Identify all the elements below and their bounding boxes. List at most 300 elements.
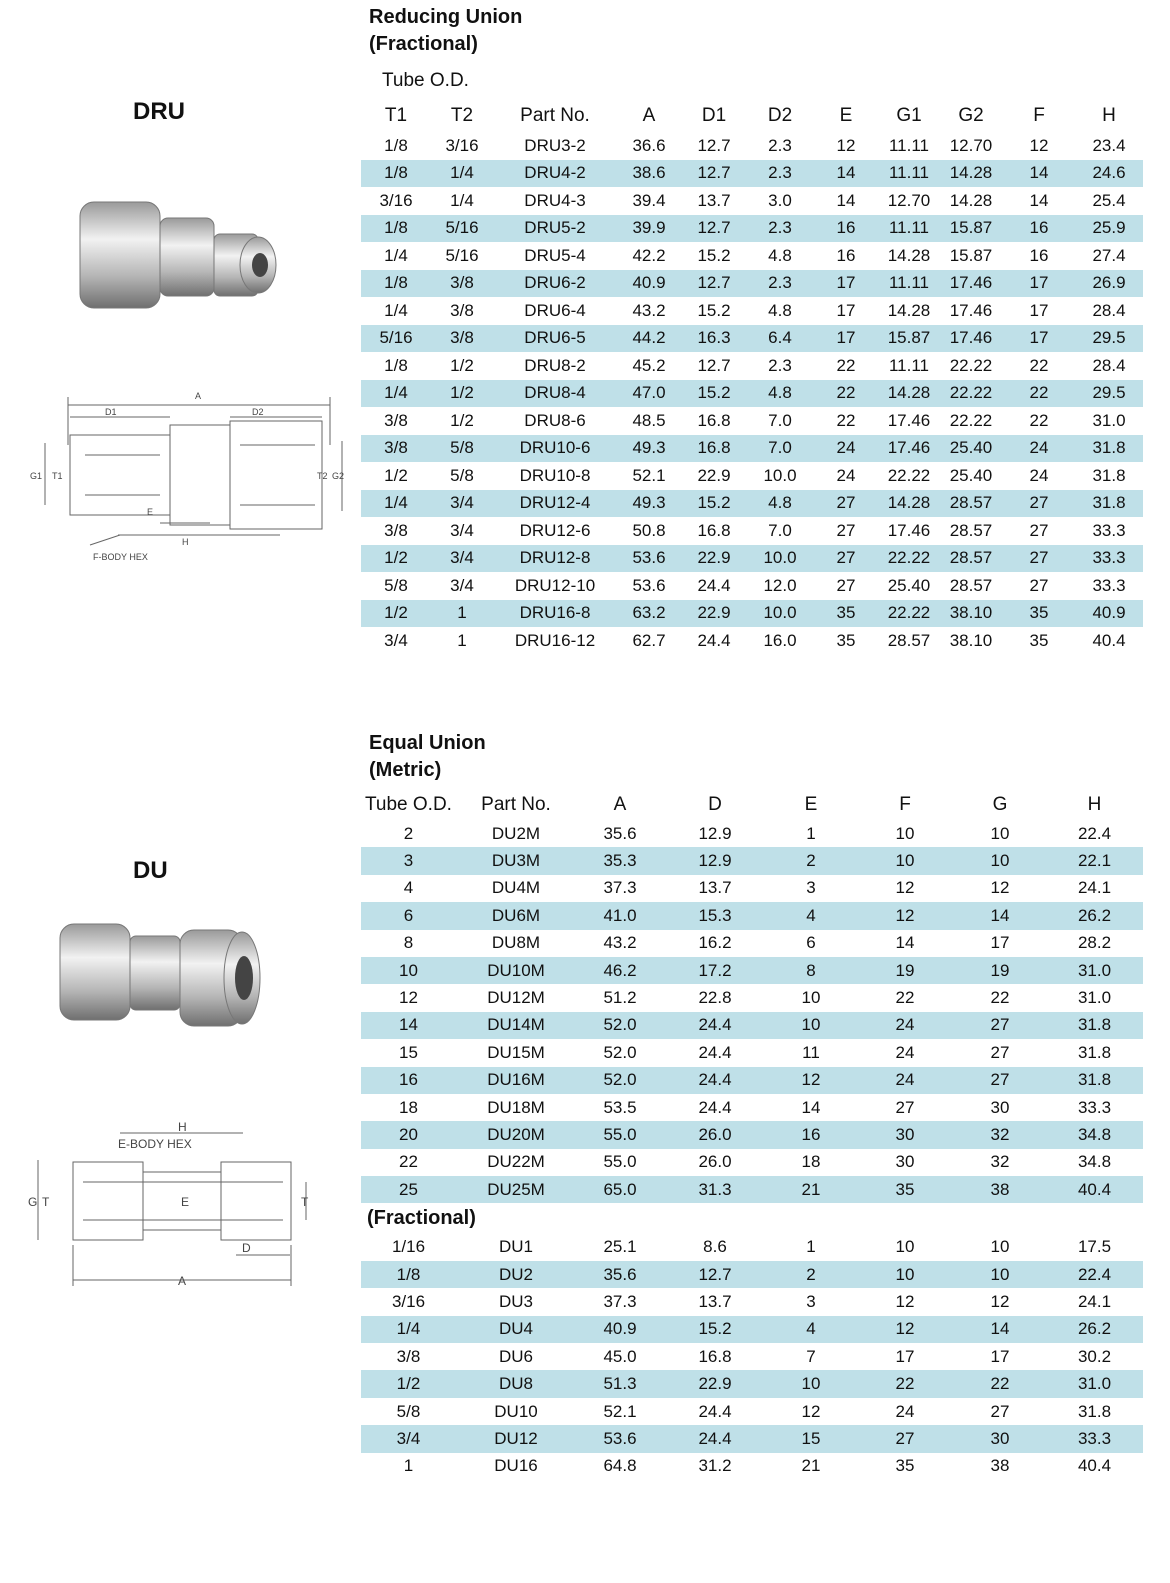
table-cell: 12 (856, 902, 954, 929)
table-cell: DRU6-5 (493, 325, 617, 353)
table-cell: DU4M (491, 878, 541, 898)
table-cell: 27 (813, 490, 879, 518)
table-cell: 36.6 (632, 135, 666, 155)
table-cell: 1/8 (361, 1261, 456, 1288)
table-cell: 15.2 (681, 380, 747, 408)
table-cell: 12 (399, 988, 418, 1008)
table-cell: 45.0 (603, 1346, 637, 1366)
table-cell: 47.0 (617, 380, 681, 408)
table-row (361, 1398, 1143, 1425)
table-cell: 12 (895, 1291, 915, 1311)
table-cell: 1/8 (384, 135, 408, 155)
du-diagram-label-d: D (242, 1241, 251, 1255)
dru-header-0: T1 (384, 105, 408, 126)
table-cell: DRU5-2 (493, 215, 617, 243)
table-cell: 1/2 (361, 1370, 456, 1397)
table-cell: 33.3 (1046, 1425, 1143, 1452)
table-cell: 8 (403, 933, 414, 953)
table-cell: 1 (403, 1456, 414, 1476)
fractional-subheader-row (361, 1203, 1143, 1233)
table-cell: 3.0 (768, 190, 792, 210)
du-fitting-photo (50, 910, 265, 1040)
table-row (361, 1261, 1143, 1288)
table-cell: 1/2 (384, 465, 408, 485)
table-cell: DU22M (487, 1152, 545, 1172)
table-cell: 16.3 (681, 325, 747, 353)
table-cell: 35 (836, 630, 856, 650)
dru-header-8: G2 (958, 105, 984, 126)
table-cell: 25 (361, 1176, 456, 1203)
table-cell: 1/16 (391, 1237, 426, 1257)
table-row (361, 930, 1143, 957)
table-cell: 3/4 (361, 1425, 456, 1452)
table-cell: 1/2 (431, 380, 493, 408)
table-cell: 15 (399, 1042, 418, 1062)
table-cell: 13.7 (697, 190, 731, 210)
table-cell: 33.3 (1092, 520, 1126, 540)
table-cell: 39.9 (617, 215, 681, 243)
table-cell: 22 (1029, 355, 1049, 375)
du-diagram-label-a: A (178, 1274, 187, 1288)
table-row (361, 1012, 1143, 1039)
table-cell: DU15M (487, 1042, 545, 1062)
table-cell: 35 (856, 1176, 954, 1203)
table-cell: 27 (954, 1067, 1046, 1094)
dru-header-2: Part No. (520, 105, 590, 126)
table-cell: 25.9 (1075, 215, 1143, 243)
table-cell: 31.3 (664, 1176, 766, 1203)
table-row (361, 1067, 1143, 1094)
table-cell: 10 (856, 1261, 954, 1288)
table-cell: 17.46 (887, 520, 931, 540)
table-cell: 3/4 (384, 630, 408, 650)
table-cell: 8.6 (703, 1237, 727, 1257)
table-cell: 16.0 (763, 630, 797, 650)
table-cell: 17 (813, 325, 879, 353)
table-row (361, 352, 1143, 380)
table-cell: 12 (990, 878, 1010, 898)
table-cell: 21 (766, 1176, 856, 1203)
table-row (361, 380, 1143, 408)
table-cell: 52.0 (576, 1067, 664, 1094)
du-header-0: Tube O.D. (365, 794, 452, 815)
dru-diagram-label-a: A (195, 391, 202, 401)
table-cell: 22.22 (939, 380, 1003, 408)
table-cell: 3 (806, 878, 816, 898)
du-header-4: E (804, 794, 818, 815)
table-cell: 31.8 (1077, 1042, 1112, 1062)
table-cell: 22.22 (949, 355, 993, 375)
table-cell: 27 (1029, 575, 1049, 595)
table-cell: 20 (361, 1121, 456, 1148)
table-row (361, 1288, 1143, 1315)
fractional-label: (Fractional) (367, 1206, 476, 1229)
table-cell: 27 (836, 575, 856, 595)
table-cell: DU20M (456, 1121, 576, 1148)
table-cell: 7.0 (768, 410, 792, 430)
table-cell: 25.1 (603, 1237, 637, 1257)
table-cell: 55.0 (576, 1121, 664, 1148)
table-row (361, 627, 1143, 655)
table-cell: 22.8 (698, 988, 732, 1008)
table-cell: 12.0 (763, 575, 797, 595)
table-cell: 22 (895, 988, 915, 1008)
table-cell: 16 (836, 245, 856, 265)
table-cell: 24.4 (698, 1401, 732, 1421)
table-cell: 7.0 (768, 520, 792, 540)
table-cell: DU6M (456, 902, 576, 929)
table-cell: 31.8 (1046, 1012, 1143, 1039)
table-cell: 12.7 (697, 135, 731, 155)
table-cell: 35 (813, 600, 879, 628)
table-cell: 17 (1003, 270, 1075, 298)
table-cell: 5/8 (396, 1401, 421, 1421)
dru-header-9: F (1033, 105, 1045, 126)
table-cell: 31.8 (1092, 465, 1126, 485)
table-cell: 12.70 (887, 190, 931, 210)
table-cell: 17.46 (949, 300, 993, 320)
table-cell: 12 (766, 1067, 856, 1094)
table-cell: DRU10-6 (493, 435, 617, 463)
table-cell: 10.0 (763, 465, 797, 485)
table-cell: 26.0 (698, 1152, 732, 1172)
table-cell: 10 (895, 823, 915, 843)
table-cell: DU12M (487, 988, 545, 1008)
table-cell: 23.4 (1092, 135, 1126, 155)
table-cell: 14.28 (949, 190, 993, 210)
table-cell: DU3 (498, 1291, 533, 1311)
du-diagram-label-g: G (28, 1195, 38, 1209)
table-cell: 41.0 (576, 902, 664, 929)
table-row (361, 1094, 1143, 1121)
table-cell: 1/4 (384, 245, 408, 265)
table-cell: DRU12-6 (519, 520, 591, 540)
dru-dimension-diagram (30, 385, 355, 565)
table-cell: 24.4 (698, 1042, 732, 1062)
table-cell: 15.2 (681, 490, 747, 518)
table-row (361, 1370, 1143, 1397)
table-cell: DU18M (487, 1097, 545, 1117)
table-cell: 4.8 (747, 380, 813, 408)
table-cell: 17 (836, 300, 856, 320)
table-cell: 62.7 (632, 630, 666, 650)
table-cell: 24 (1003, 435, 1075, 463)
table-cell: 37.3 (603, 1291, 637, 1311)
table-cell: DU12 (456, 1425, 576, 1452)
table-cell: 12.7 (664, 1261, 766, 1288)
table-cell: 22 (954, 1370, 1046, 1397)
table-cell: DRU12-4 (493, 490, 617, 518)
table-cell: 5/8 (431, 435, 493, 463)
table-cell: 17 (1003, 325, 1075, 353)
table-cell: 27 (990, 1401, 1010, 1421)
table-cell: 3/8 (450, 300, 474, 320)
table-cell: DU10 (494, 1401, 538, 1421)
table-cell: 15.87 (939, 215, 1003, 243)
du-header-2: A (613, 794, 627, 815)
dru-diagram-label-body-hex: F-BODY HEX (93, 552, 148, 562)
table-cell: 1/4 (450, 190, 474, 210)
table-cell: 65.0 (576, 1176, 664, 1203)
dru-group-header: Tube O.D. (382, 70, 469, 91)
table-cell: 40.4 (1046, 1176, 1143, 1203)
table-row (361, 325, 1143, 353)
table-cell: 12.9 (698, 823, 732, 843)
dru-title: Reducing Union (369, 6, 523, 28)
table-cell: 28.57 (887, 630, 931, 650)
table-cell: 1/2 (361, 600, 431, 628)
table-row (361, 1149, 1143, 1176)
du-diagram-label-t1: T (42, 1195, 50, 1209)
table-cell: 17.2 (664, 957, 766, 984)
table-cell: 31.0 (1046, 1370, 1143, 1397)
table-row (361, 847, 1143, 874)
table-cell: 14 (1029, 190, 1049, 210)
table-cell: 43.2 (603, 933, 637, 953)
dru-table (361, 100, 1143, 655)
table-cell: 28.4 (1092, 300, 1126, 320)
table-cell: 38.6 (617, 160, 681, 188)
table-cell: 17.46 (887, 410, 931, 430)
table-cell: 22 (1029, 410, 1049, 430)
du-diagram-label-e: E (181, 1195, 190, 1209)
table-cell: 18 (801, 1152, 821, 1172)
table-cell: DRU4-3 (524, 190, 586, 210)
dru-header-7: G1 (896, 105, 922, 126)
table-cell: 31.0 (1092, 410, 1126, 430)
table-cell: 12.7 (681, 160, 747, 188)
table-cell: 3 (361, 847, 456, 874)
du-code: DU (133, 857, 168, 884)
table-cell: 21 (801, 1456, 821, 1476)
table-row (361, 902, 1143, 929)
dru-diagram-label-g1: G1 (30, 471, 43, 481)
table-cell: 40.9 (1075, 600, 1143, 628)
table-cell: 11.11 (888, 135, 930, 155)
table-cell: 12 (990, 1291, 1010, 1311)
table-cell: 14 (954, 902, 1046, 929)
table-cell: 22.9 (681, 600, 747, 628)
du-header-7: H (1087, 794, 1102, 815)
du-diagram-label-t2: T (301, 1195, 309, 1209)
dru-diagram-label-g2: G2 (332, 471, 345, 481)
table-cell: 31.8 (1075, 490, 1143, 518)
table-cell: 3/8 (361, 435, 431, 463)
table-cell: 14 (895, 933, 915, 953)
table-row (361, 1233, 1143, 1260)
table-row (361, 132, 1143, 160)
table-cell: 27 (813, 545, 879, 573)
table-cell: 22 (813, 380, 879, 408)
table-cell: 30 (990, 1097, 1010, 1117)
table-cell: 16 (766, 1121, 856, 1148)
table-cell: 10 (801, 988, 821, 1008)
table-cell: 24 (1029, 465, 1049, 485)
table-cell: 15.2 (697, 300, 731, 320)
table-cell: 52.0 (603, 1042, 637, 1062)
table-cell: 10 (766, 1012, 856, 1039)
table-cell: 4.8 (768, 245, 792, 265)
table-cell: 3/4 (450, 575, 474, 595)
table-cell: 24 (836, 465, 856, 485)
table-cell: 12 (801, 1401, 821, 1421)
table-cell: 38 (990, 1456, 1010, 1476)
table-cell: 33.3 (1077, 1097, 1112, 1117)
table-cell: 30 (954, 1425, 1046, 1452)
table-cell: 52.0 (576, 1012, 664, 1039)
table-cell: 1/8 (384, 355, 408, 375)
table-cell: 22 (836, 355, 856, 375)
table-cell: 24.4 (664, 1425, 766, 1452)
table-cell: 15.87 (949, 245, 993, 265)
table-row (361, 242, 1143, 270)
table-cell: 10 (990, 823, 1010, 843)
table-cell: 17 (990, 1346, 1010, 1366)
table-row (361, 1039, 1143, 1066)
table-row (361, 517, 1143, 545)
table-cell: 22 (1003, 380, 1075, 408)
table-cell: DRU6-2 (493, 270, 617, 298)
table-cell: DU8 (456, 1370, 576, 1397)
table-cell: 22.9 (697, 465, 731, 485)
table-cell: 28.57 (949, 575, 993, 595)
table-cell: 1 (457, 630, 467, 650)
table-cell: 16.8 (698, 1346, 732, 1366)
table-cell: 49.3 (617, 490, 681, 518)
table-cell: 17 (1029, 300, 1049, 320)
table-cell: 3/16 (391, 1291, 426, 1311)
table-cell: 14.28 (879, 380, 939, 408)
table-cell: DU3M (456, 847, 576, 874)
table-cell: 55.0 (603, 1152, 637, 1172)
table-cell: 1/4 (384, 300, 408, 320)
table-cell: 7.0 (747, 435, 813, 463)
table-cell: 31.0 (1077, 988, 1112, 1008)
table-cell: 1/4 (361, 490, 431, 518)
table-cell: 1/8 (361, 160, 431, 188)
table-row (361, 1343, 1143, 1370)
table-cell: 3/8 (384, 520, 408, 540)
table-cell: 38 (954, 1176, 1046, 1203)
table-cell: 40.9 (576, 1316, 664, 1343)
table-cell: 24.1 (1077, 878, 1112, 898)
table-cell: 1/4 (361, 380, 431, 408)
table-cell: 3/8 (384, 410, 408, 430)
table-cell: DRU16-12 (514, 630, 596, 650)
table-cell: 5/8 (450, 465, 474, 485)
table-cell: 4 (403, 878, 414, 898)
table-cell: 22.22 (949, 410, 993, 430)
table-cell: 1/8 (361, 270, 431, 298)
table-cell: 16.2 (698, 933, 732, 953)
du-header-1: Part No. (481, 794, 551, 815)
table-cell: 52.1 (632, 465, 666, 485)
table-cell: 15.87 (879, 325, 939, 353)
table-row (361, 490, 1143, 518)
table-cell: 2.3 (747, 270, 813, 298)
table-cell: 29.5 (1075, 380, 1143, 408)
du-subtitle: (Metric) (369, 759, 442, 781)
table-cell: 17.46 (939, 270, 1003, 298)
table-cell: 27.4 (1092, 245, 1126, 265)
table-cell: 15.2 (697, 245, 731, 265)
table-cell: DU2M (491, 823, 541, 843)
table-cell: 3/16 (379, 190, 413, 210)
table-cell: DRU10-8 (519, 465, 591, 485)
table-cell: 2.3 (768, 135, 792, 155)
table-row (361, 820, 1143, 847)
dru-diagram-label-d1: D1 (105, 407, 117, 417)
du-header-6: G (992, 794, 1008, 815)
table-cell: 27 (1003, 545, 1075, 573)
table-row (361, 270, 1143, 298)
table-cell: 1/2 (450, 410, 474, 430)
table-cell: 8 (766, 957, 856, 984)
table-cell: 18 (399, 1097, 418, 1117)
du-diagram-label-h: H (178, 1120, 187, 1134)
table-cell: 48.5 (632, 410, 666, 430)
table-cell: 25.4 (1092, 190, 1126, 210)
dru-header-4: D1 (701, 105, 727, 126)
table-cell: 38.10 (949, 630, 993, 650)
table-cell: 19 (954, 957, 1046, 984)
table-cell: 31.8 (1077, 1401, 1112, 1421)
table-row (361, 957, 1143, 984)
table-cell: 1 (431, 600, 493, 628)
table-cell: 16 (1003, 215, 1075, 243)
table-cell: 22.9 (664, 1370, 766, 1397)
table-cell: DU4 (456, 1316, 576, 1343)
table-cell: 24 (856, 1067, 954, 1094)
table-cell: 34.8 (1046, 1121, 1143, 1148)
table-cell: 14 (361, 1012, 456, 1039)
table-cell: 16.8 (681, 435, 747, 463)
table-cell: 11.11 (879, 270, 939, 298)
table-cell: 3/4 (431, 545, 493, 573)
table-cell: 26.0 (664, 1121, 766, 1148)
table-row (361, 1453, 1143, 1480)
table-cell: 10.0 (747, 600, 813, 628)
dru-diagram-label-d2: D2 (252, 407, 264, 417)
table-cell: 3/16 (445, 135, 479, 155)
table-cell: 22 (399, 1152, 418, 1172)
table-cell: DU25M (456, 1176, 576, 1203)
table-cell: 34.8 (1077, 1152, 1112, 1172)
table-cell: 24 (895, 1401, 915, 1421)
table-row (361, 1316, 1143, 1343)
table-cell: 35.6 (603, 823, 637, 843)
table-cell: DRU3-2 (524, 135, 586, 155)
table-cell: 2 (403, 823, 414, 843)
table-cell: 32 (990, 1152, 1010, 1172)
table-cell: 40.4 (1092, 630, 1126, 650)
dru-header-3: A (642, 105, 656, 126)
table-cell: 12 (856, 1316, 954, 1343)
table-cell: 19 (856, 957, 954, 984)
table-cell: 14 (836, 190, 856, 210)
table-cell: 51.2 (603, 988, 637, 1008)
table-cell: 53.5 (603, 1097, 637, 1117)
table-cell: 10 (990, 1237, 1010, 1257)
table-cell: 3 (806, 1291, 816, 1311)
table-row (361, 215, 1143, 243)
table-row (361, 407, 1143, 435)
table-cell: DRU5-4 (524, 245, 586, 265)
table-cell: 28.57 (939, 545, 1003, 573)
dru-diagram-label-e: E (147, 507, 154, 517)
table-cell: 10 (895, 1237, 915, 1257)
table-cell: 30 (856, 1121, 954, 1148)
